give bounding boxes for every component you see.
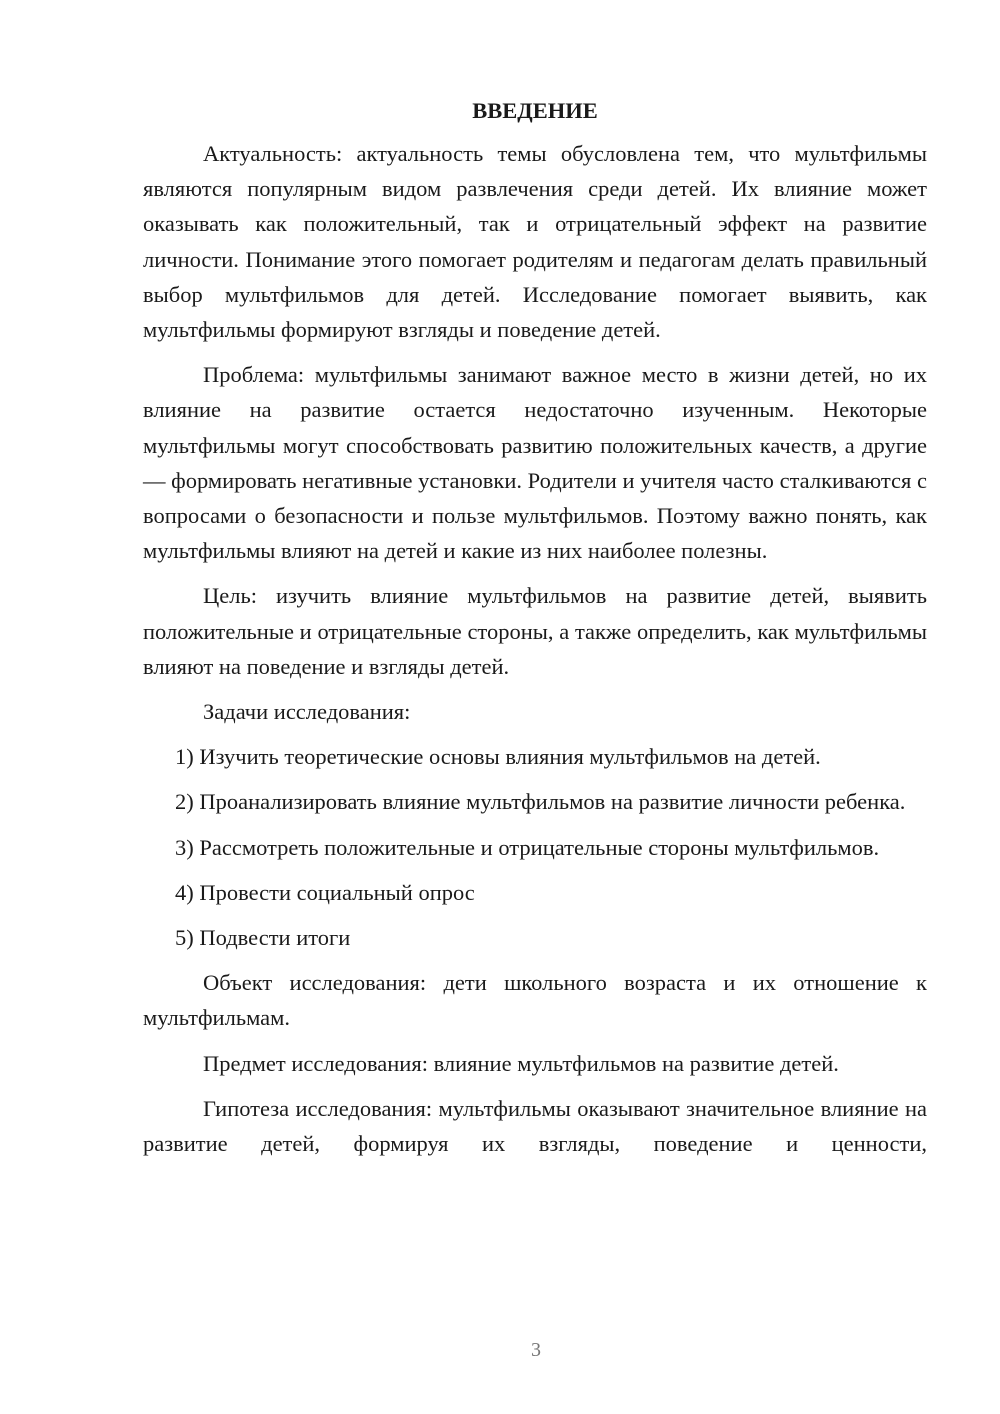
goal-paragraph: Цель: изучить влияние мультфильмов на развитие детей, выявить положительные и отрицательные стороны, а также определить, как мультфильмы влияют на поведение и взгляды детей. [143, 583, 927, 679]
task-item-3: 3) Рассмотреть положительные и отрицательные стороны мультфильмов. [175, 834, 880, 860]
tasks-title: Задачи исследования: [203, 699, 411, 725]
task-item-4: 4) Провести социальный опрос [175, 879, 475, 905]
task-item-2: 2) Проанализировать влияние мультфильмов на развитие личности ребенка. [175, 789, 906, 815]
task-item-1: 1) Изучить теоретические основы влияния мультфильмов на детей. [175, 744, 821, 770]
problem-paragraph: Проблема: мультфильмы занимают важное место в жизни детей, но их влияние на развитие остается недостаточно изученным. Некоторые мультфильмы могут способствовать развитию положительных качеств, а другие — формировать негативные установки. Родители и учителя часто сталкиваются с вопросами о безопасности и пользе мультфильмов. Поэтому важно понять, как мультфильмы влияют на детей и какие из них наиболее полезны. [143, 362, 927, 564]
subject-paragraph: Предмет исследования: влияние мультфильмов на развитие детей. [203, 1050, 839, 1076]
relevance-paragraph: Актуальность: актуальность темы обусловлена тем, что мультфильмы являются популярным видом развлечения среди детей. Их влияние может оказывать как положительный, так и отрицательный эффект на развитие личности. Понимание этого помогает родителям и педагогам делать правильный выбор мультфильмов для детей. Исследование помогает выявить, как мультфильмы формируют взгляды и поведение детей. [143, 141, 927, 343]
task-item-5: 5) Подвести итоги [175, 925, 351, 951]
page-content [143, 96, 927, 1171]
section-heading: ВВЕДЕНИЕ [472, 98, 598, 123]
page-number: 3 [531, 1339, 541, 1361]
object-paragraph: Объект исследования: дети школьного возраста и их отношение к мультфильмам. [143, 970, 927, 1031]
hypothesis-paragraph: Гипотеза исследования: мультфильмы оказывают значительное влияние на развитие детей, формируя их взгляды, поведение и ценности, [143, 1095, 927, 1157]
